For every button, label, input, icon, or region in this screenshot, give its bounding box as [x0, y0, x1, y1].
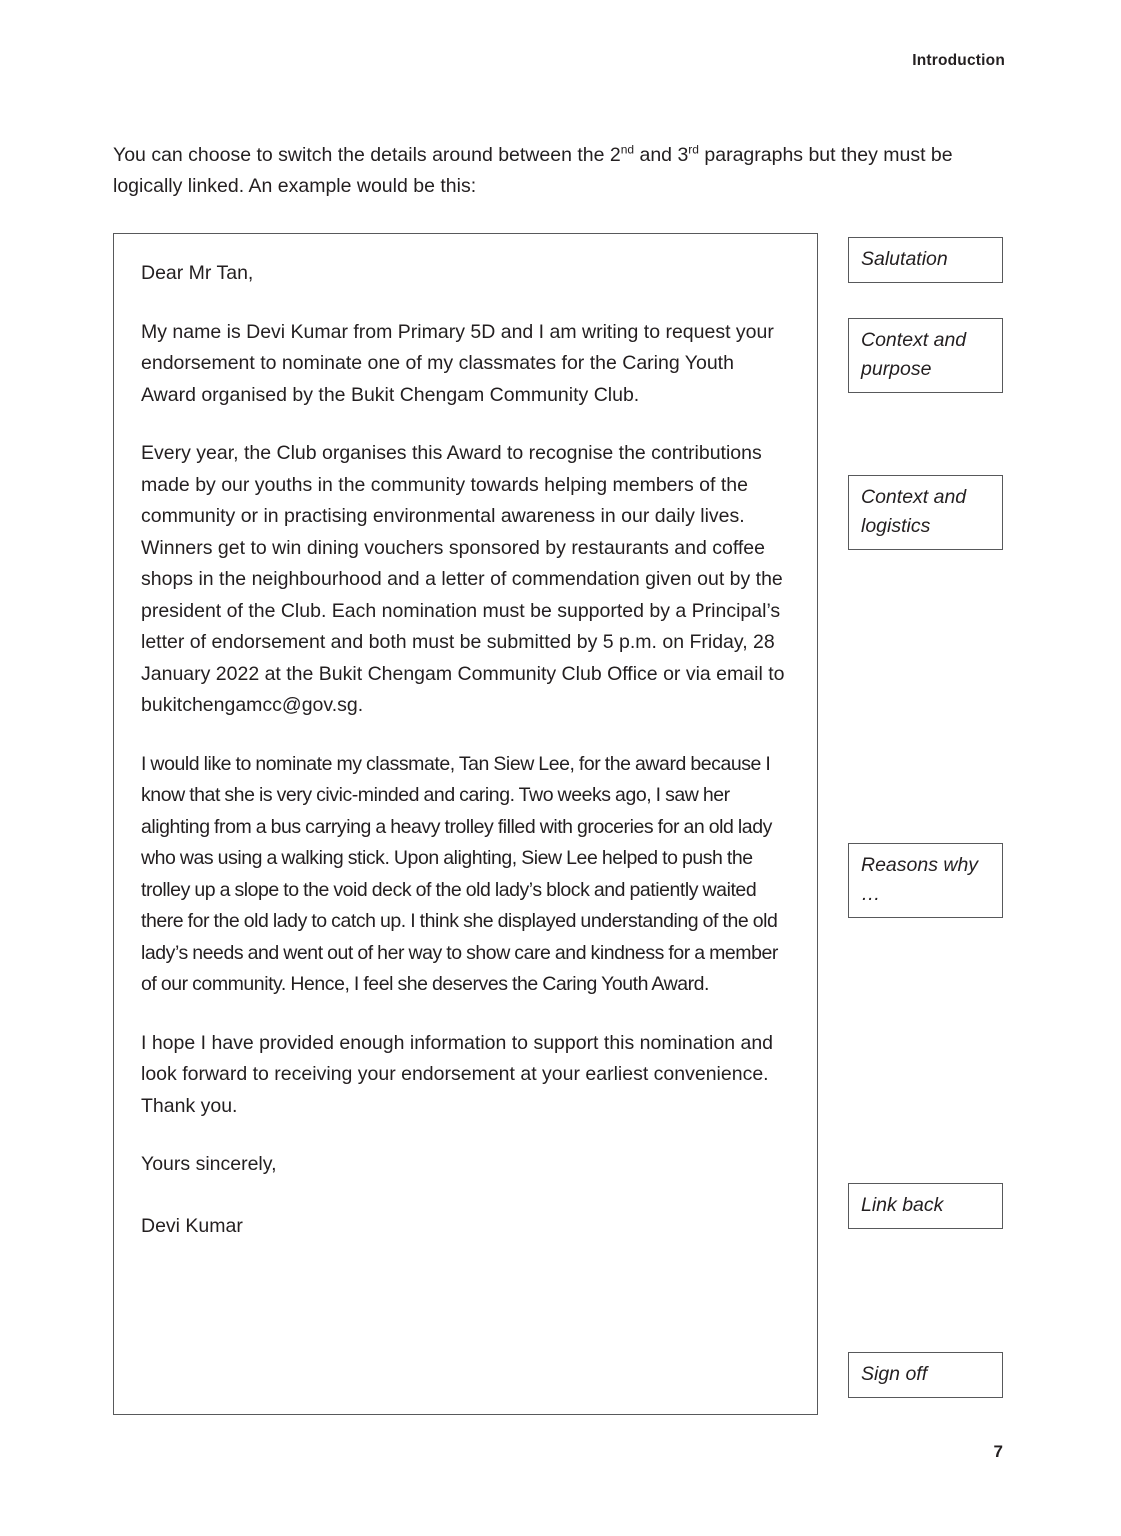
annotation-sign-off: Sign off — [848, 1352, 1003, 1398]
annotation-salutation: Salutation — [848, 237, 1003, 283]
letter-paragraph-context-logistics: Every year, the Club organises this Award to recognise the contributions made by our youths in the community towards helping members of the community or in practising environmental awareness in our daily lives. Winners get to win dining vouchers sponsored by restaurants and coffee shops in the neighbourhood and a letter of commendation given out by the president of the Club. Each nomination must be supported by a Principal’s letter of endorsement and both must be submitted by 5 p.m. on Friday, 28 January 2022 at the Bukit Chengam Community Club Office or via email to bukitchengamcc@gov.sg. — [141, 442, 785, 716]
annotation-context-and-purpose: Context and purpose — [848, 318, 1003, 393]
letter-paragraph-link-back: I hope I have provided enough information to support this nomination and look forward to receiving your endorsement at your earliest convenience. Thank you. — [141, 1031, 774, 1117]
letter-paragraph-reasons: I would like to nominate my classmate, Tan Siew Lee, for the award because I know that she is very civic-minded and caring. Two weeks ago, I saw her alighting from a bus carrying a heavy trolley filled with groceries for an old lady who was using a walking stick. Upon alighting, Siew Lee helped to push the trolley up a slope to the void deck of the old lady’s block and patiently waited there for the old lady to catch up. I think she displayed understanding of the old lady’s needs and went out of her way to show care and kindness for a member of our community. Hence, I feel she deserves the Caring Youth Award. — [141, 752, 778, 995]
letter-signature: Devi Kumar — [141, 1214, 243, 1237]
intro-text-part2: and 3 — [634, 144, 689, 166]
running-header: Introduction — [912, 52, 1005, 69]
letter-paragraph-context-purpose: My name is Devi Kumar from Primary 5D and I am writing to request your endorsement to nominate one of my classmates for the Caring Youth Award organised by the Bukit Chengam Community Club. — [141, 320, 774, 406]
letter-salutation: Dear Mr Tan, — [141, 262, 254, 284]
intro-paragraph — [113, 140, 1008, 202]
example-letter-box — [113, 233, 818, 1415]
annotation-link-back: Link back — [848, 1183, 1003, 1229]
letter-closing: Yours sincerely, — [141, 1153, 277, 1175]
annotation-reasons-why: Reasons why … — [848, 843, 1003, 918]
intro-text-part1: You can choose to switch the details around between the 2 — [113, 144, 621, 166]
intro-text-part3: paragraphs but they must be logically linked. An example would be this: — [113, 144, 953, 197]
page-number: 7 — [993, 1442, 1003, 1461]
ordinal-superscript: nd — [620, 142, 635, 157]
ordinal-superscript: rd — [688, 142, 699, 157]
annotation-context-and-logistics: Context and logistics — [848, 475, 1003, 550]
